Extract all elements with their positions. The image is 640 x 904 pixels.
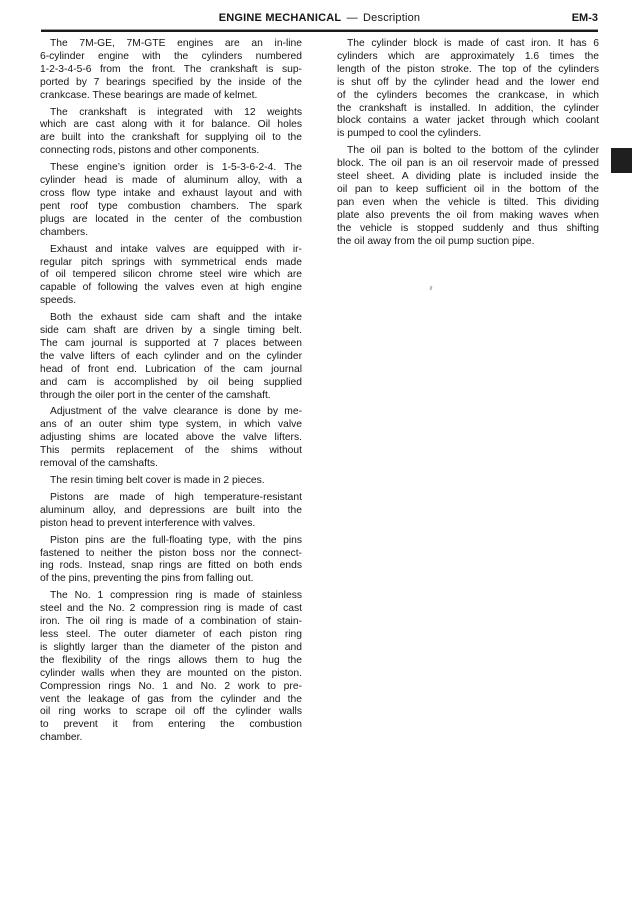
text-line: of the cylinders becomes the crankcase, in which	[337, 89, 599, 101]
text-line: piston head to prevent interference with valves.	[40, 517, 256, 529]
text-line: to prevent it from entering the combustion	[40, 719, 302, 731]
text-line: aluminum alloy, and depressions are built into the	[40, 504, 302, 516]
text-line: the valve lifters of each cylinder and on the cylinder	[40, 350, 302, 362]
text-line: block contains a water jacket through which coolant	[337, 115, 599, 127]
paragraph	[40, 531, 302, 587]
text-line: 6-cylinder engine with the cylinders numbered	[40, 50, 302, 62]
right-column	[337, 38, 599, 249]
text-line: oil pan to keep sufficient oil in the bottom of the	[337, 183, 599, 195]
text-line: ans of an outer shim type system, in which valve	[40, 419, 302, 431]
text-line: head of front end. Lubrication of the cam journal	[40, 363, 302, 375]
scan-artifact-speck	[430, 286, 433, 290]
text-line: This permits replacement of the shims without	[40, 445, 302, 457]
text-line: The oil pan is bolted to the bottom of the cylinder	[347, 145, 599, 157]
text-line: is slightly larger than the diameter of the piston and	[40, 641, 302, 653]
text-line: vent the leakage of gas from the cylinder and the	[40, 693, 302, 705]
text-line: connecting rods, pistons and other components.	[40, 145, 260, 157]
text-line: are built into the crankshaft for supplying oil to the	[40, 132, 302, 144]
text-line: The cam journal is supported at 7 places between	[40, 337, 302, 349]
page-header	[41, 12, 598, 28]
text-line: of oil tempered silicon chrome steel wire which are	[40, 269, 302, 281]
text-line: length of the piston stroke. The top of the cylinders	[337, 63, 599, 75]
text-line: capable of following the valves even at high engine	[40, 282, 302, 294]
text-line: of the pins, preventing the pins from falling out.	[40, 573, 254, 585]
text-line: Pistons are made of high temperature-resistant	[50, 491, 302, 503]
text-line: Exhaust and intake valves are equipped with ir-	[50, 243, 302, 255]
paragraph	[40, 103, 302, 159]
text-line: regular pitch springs with symmetrical ends made	[40, 256, 302, 268]
text-line: block. The oil pan is an oil reservoir made of pressed	[337, 158, 599, 170]
text-line: plugs are located in the center of the combustion	[40, 213, 302, 225]
header-title	[41, 12, 598, 24]
text-line: fastened to neither the piston boss nor the connect-	[40, 547, 302, 559]
text-line: steel and the No. 2 compression ring is made of cast	[40, 603, 302, 615]
text-line: The No. 1 compression ring is made of stainless	[50, 590, 302, 602]
text-line: steel sheet. A dividing plate is included inside the	[337, 171, 599, 183]
text-line: cross flow type intake and exhaust layout and with	[40, 187, 302, 199]
text-line: adjusting shims are located above the valve lifters.	[40, 432, 302, 444]
header-section-title: ENGINE MECHANICAL	[218, 12, 342, 24]
text-line: plate also prevents the oil from making waves when	[337, 209, 599, 221]
text-line: The 7M-GE, 7M-GTE engines are an in-line	[50, 38, 302, 49]
header-separator-dash: —	[346, 12, 358, 24]
paragraph	[40, 586, 302, 745]
text-line: pan even when the vehicle is tilted. This dividing	[337, 196, 599, 208]
section-tab-marker	[611, 148, 632, 173]
paragraph	[40, 402, 302, 471]
paragraph	[337, 141, 599, 248]
text-line: oil ring works to scrape oil off the cylinder walls	[40, 706, 302, 718]
text-line: cylinder walls when they are mounted on the piston.	[40, 667, 302, 679]
text-line: The cylinder block is made of cast iron. It has 6	[347, 38, 599, 49]
text-line: pent roof type combustion chambers. The spark	[40, 200, 302, 212]
text-line: chamber.	[40, 732, 83, 744]
text-line: ported by 7 bearings specified by the inside of the	[40, 76, 302, 88]
text-line: removal of the camshafts.	[40, 458, 158, 470]
text-line: These engine’s ignition order is 1-5-3-6-2-4. The	[50, 162, 302, 174]
text-line: less steel. The outer diameter of each piston ring	[40, 628, 302, 640]
paragraph	[40, 471, 302, 488]
header-subtitle: Description	[363, 12, 421, 24]
text-line: the crankshaft is installed. In addition, the cylinder	[337, 102, 599, 114]
text-line: cylinder head is made of aluminum alloy, with a	[40, 175, 302, 187]
paragraph	[40, 158, 302, 239]
paragraph	[40, 240, 302, 309]
text-line: which are cast along with it for balance. Oil holes	[40, 119, 302, 131]
text-line: Piston pins are the full-floating type, with the pins	[50, 534, 302, 546]
text-line: Adjustment of the valve clearance is done by me-	[50, 406, 302, 418]
text-line: chambers.	[40, 226, 89, 238]
paragraph	[40, 38, 302, 103]
text-line: and cam is accomplished by oil being supplied	[40, 376, 302, 388]
text-line: 1-2-3-4-5-6 from the front. The crankshaft is sup-	[40, 63, 302, 75]
text-line: through the oiler port in the center of the camshaft.	[40, 389, 271, 401]
left-column	[40, 38, 302, 745]
text-line: Both the exhaust side cam shaft and the intake	[50, 312, 302, 324]
paragraph	[40, 488, 302, 531]
text-line: speeds.	[40, 295, 77, 307]
text-line: the oil away from the oil pump suction pipe.	[337, 235, 535, 247]
text-line: the vehicle is stopped suddenly and thus shifting	[337, 222, 599, 234]
text-line: ing rods. Instead, snap rings are fitted on both ends	[40, 560, 302, 572]
text-line: the flexibility of the rings allows them to hug the	[40, 654, 302, 666]
text-line: crankcase. These bearings are made of kelmet.	[40, 89, 258, 101]
paragraph	[337, 38, 599, 141]
text-line: is pumped to cool the cylinders.	[337, 128, 482, 140]
paragraph	[40, 308, 302, 402]
text-line: Compression rings No. 1 and No. 2 work to pre-	[40, 680, 302, 692]
text-line: is shut off by the cylinder head and the lower end	[337, 76, 599, 88]
text-line: The crankshaft is integrated with 12 weights	[50, 106, 302, 118]
page-number: EM-3	[571, 12, 598, 24]
text-line: iron. The oil ring is made of a combination of stain-	[40, 616, 302, 628]
header-rule-thick	[41, 30, 598, 32]
text-line: The resin timing belt cover is made in 2 pieces.	[50, 475, 265, 486]
text-line: cylinders which are approximately 1.6 times the	[337, 50, 599, 62]
text-line: side cam shaft are driven by a single timing belt.	[40, 325, 302, 337]
